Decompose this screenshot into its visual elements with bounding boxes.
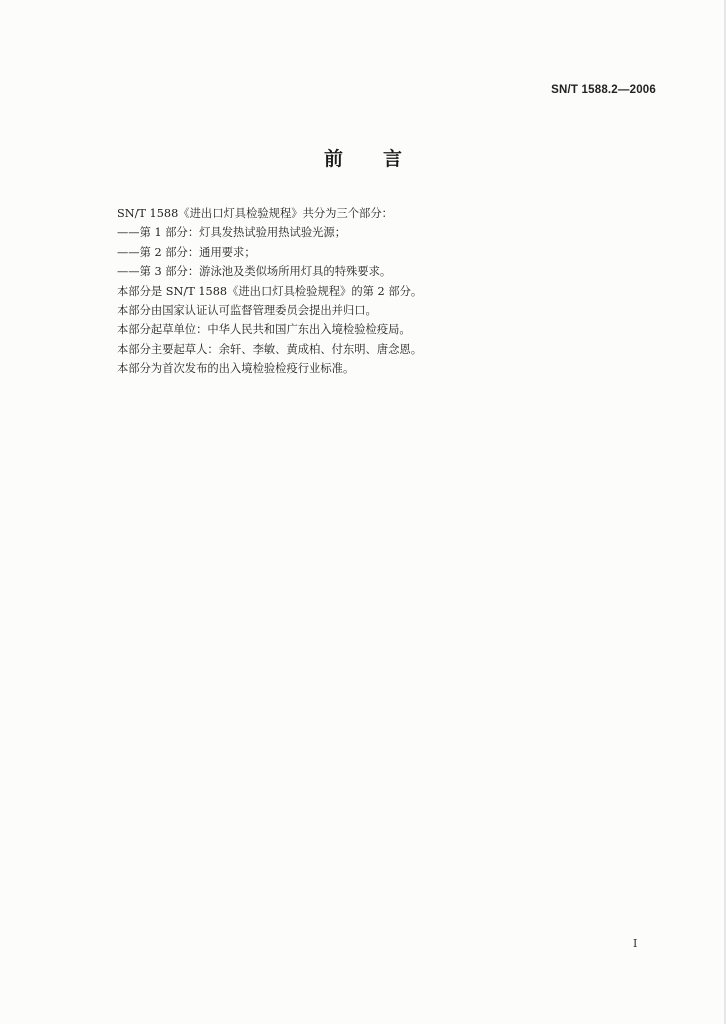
foreword-line: 本部分主要起草人：余轩、李敏、黄成柏、付东明、唐念恩。 <box>117 342 423 356</box>
foreword-line: 本部分起草单位：中华人民共和国广东出入境检验检疫局。 <box>117 323 411 337</box>
foreword-line: 本部分是 SN/T 1588《进出口灯具检验规程》的第 2 部分。 <box>117 284 423 298</box>
foreword-line: 本部分由国家认证认可监督管理委员会提出并归口。 <box>117 303 377 317</box>
standard-code: SN/T 1588.2—2006 <box>551 84 656 96</box>
foreword-line: 本部分为首次发布的出入境检验检疫行业标准。 <box>117 362 355 376</box>
page-title: 前言 <box>323 148 442 170</box>
page-number: I <box>633 937 638 950</box>
foreword-line: ——第 1 部分：灯具发热试验用热试验光源； <box>117 226 347 240</box>
foreword-line: SN/T 1588《进出口灯具检验规程》共分为三个部分： <box>117 207 393 220</box>
foreword-line: ——第 2 部分：通用要求； <box>117 245 256 259</box>
foreword-line: ——第 3 部分：游泳池及类似场所用灯具的特殊要求。 <box>117 265 392 279</box>
foreword-body <box>117 204 637 379</box>
